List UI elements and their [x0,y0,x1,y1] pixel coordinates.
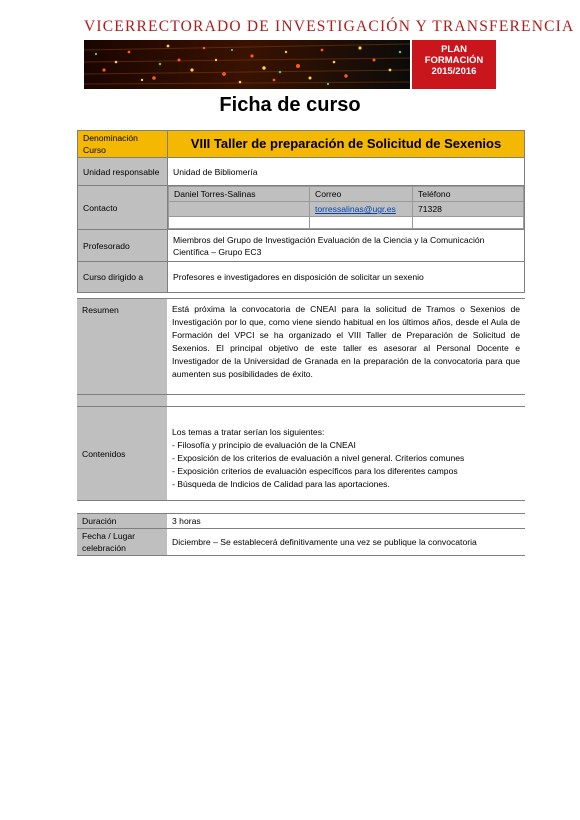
email-link[interactable]: torressalinas@ugr.es [315,204,396,214]
summary-row [77,299,525,395]
staff-value: Miembros del Grupo de Investigación Evaluación de la Ciencia y la Comunicación Científica – Grupo EC3 [168,230,525,262]
course-info-table [77,130,525,293]
phone-value: 71328 [413,202,524,217]
contents-label: Contenidos [77,407,167,501]
staff-row [78,230,525,262]
contents-body [167,407,525,501]
contact-details [168,186,525,230]
page-title: Ficha de curso [219,94,361,116]
email-label: Correo [310,187,413,202]
phone-label: Teléfono [413,187,524,202]
summary-spacer [77,395,167,407]
summary-text: Está próxima la convocatoria de CNEAI para la solicitud de Tramos o Sexenios de Investigación por lo que, como viene siendo habitual en los últimos años, desde el Aula de Formación del VPCI se ha organizado el VIII Taller de Preparación de Solicitud de Sexenios. El principal objetivo de este taller es asesorar al Personal Docente e Investigador de la Universidad de Granada en la preparación de la convocatoria para que aumenten sus posibilidades de éxito. [167,299,525,395]
contents-item: - Filosofía y principio de evaluación de la CNEAI [172,439,356,450]
logistics-table [77,513,525,556]
duration-row [77,514,525,529]
header-banner [84,40,496,89]
contents-item: - Exposición criterios de evaluación específicos para los diferentes campos [172,465,458,476]
contents-intro: Los temas a tratar serían los siguientes: [172,426,325,437]
plan-line: 2015/2016 [431,66,477,77]
contact-spacer [169,217,310,229]
unit-label: Unidad responsable [78,158,168,186]
audience-row [78,262,525,293]
plan-line: FORMACIÓN [424,55,484,66]
contact-label: Contacto [78,186,168,230]
contact-person: Daniel Torres-Salinas [169,187,310,202]
date-row [77,529,525,556]
plan-badge [410,40,496,89]
duration-label: Duración [77,514,167,529]
summary-spacer [167,395,525,407]
audience-label: Curso dirigido a [78,262,168,293]
contents-item: - Exposición de los criterios de evaluación a nivel general. Criterios comunes [172,452,465,463]
date-value: Diciembre – Se establecerá definitivamente una vez se publique la convocatoria [167,529,525,556]
contact-grid [168,186,524,229]
contents-item: - Búsqueda de Indicios de Calidad para las aportaciones. [172,478,390,489]
summary-label: Resumen [77,299,167,395]
staff-label: Profesorado [78,230,168,262]
duration-value: 3 horas [167,514,525,529]
summary-table [77,298,525,407]
date-label: Fecha / Lugar celebración [77,529,167,556]
audience-value: Profesores e investigadores en disposición de solicitar un sexenio [168,262,525,293]
institution-header: VICERRECTORADO DE INVESTIGACIÓN Y TRANSFERENCIA [84,18,575,35]
course-name-row [78,131,525,158]
contact-spacer [310,217,413,229]
contact-blank [169,202,310,217]
email-cell [310,202,413,217]
course-name-label: Denominación Curso [78,131,168,158]
unit-row [78,158,525,186]
contents-table [77,406,525,501]
plan-line: PLAN [441,44,467,55]
circuit-board-image [84,40,410,89]
unit-value: Unidad de Bibliomería [168,158,525,186]
contact-row [78,186,525,230]
course-name-value: VIII Taller de preparación de Solicitud de Sexenios [168,131,525,158]
contact-spacer [413,217,524,229]
summary-spacer-row [77,395,525,407]
contents-row [77,407,525,501]
